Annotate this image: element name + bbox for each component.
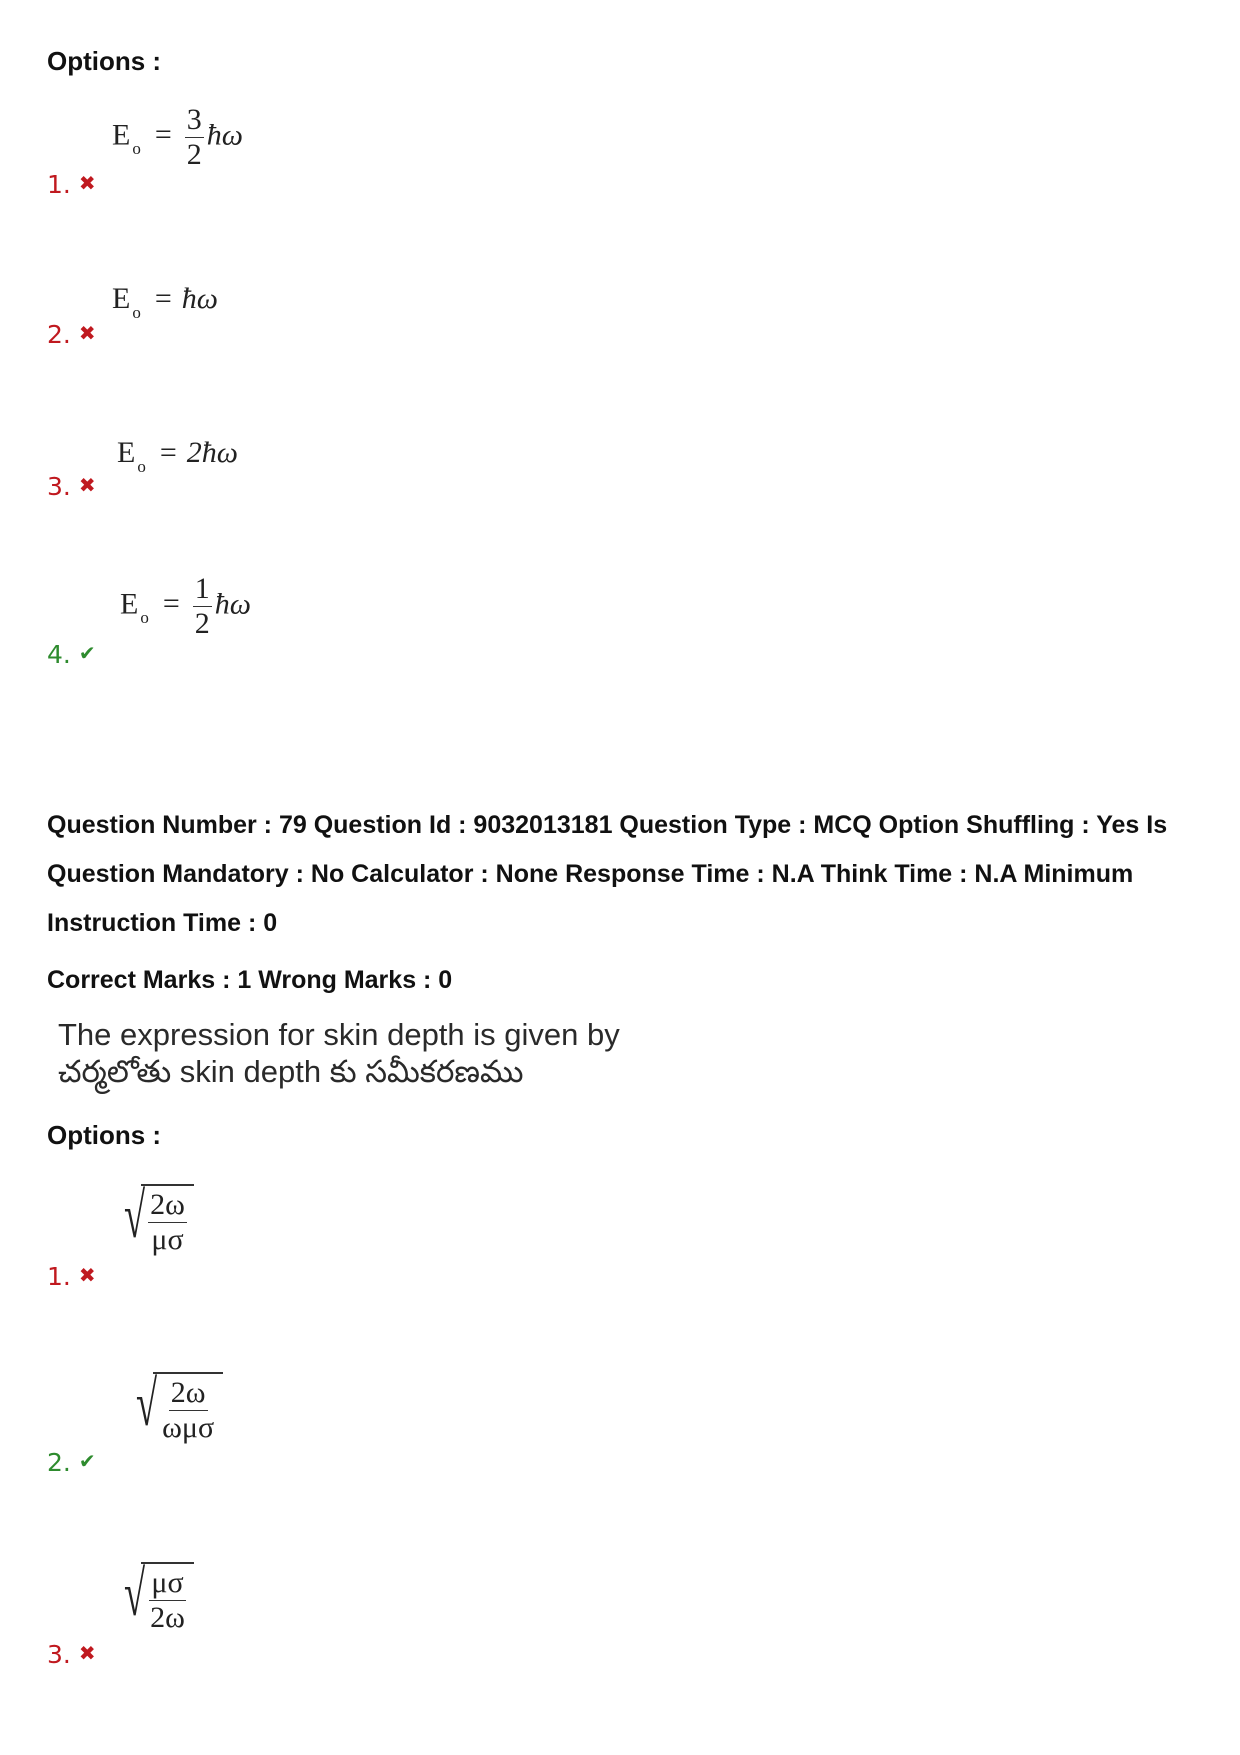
option-3-number: 3. ✖: [47, 472, 96, 501]
option-3-formula: E $_o$ = 2ħω: [117, 436, 238, 476]
option-4-number: 4. ✔: [47, 640, 96, 669]
wrong-icon: ✖: [78, 321, 96, 345]
question-marks: Correct Marks : 1 Wrong Marks : 0: [47, 966, 453, 994]
options-heading: Options :: [47, 46, 162, 76]
option-4-formula: E $_o$ = $\frac{1}{2}$ ħω: [120, 572, 251, 640]
option-2-number: 2. ✔: [47, 1448, 96, 1477]
question-meta-line-3: Instruction Time : 0: [47, 909, 278, 937]
wrong-icon: ✖: [78, 171, 96, 195]
question-stem-telugu: చర్మలోతు skin depth కు సమీకరణము: [58, 1054, 524, 1089]
check-icon: ✔: [78, 641, 96, 665]
question-stem-english: The expression for skin depth is given by: [58, 1017, 620, 1052]
option-2-formula: E $_o$ = ħω: [112, 282, 218, 322]
option-1-formula: √ $\frac{2\omega}{\mu\sigma}$: [110, 1184, 194, 1257]
question-stem: [58, 1016, 620, 1090]
wrong-icon: ✖: [78, 473, 96, 497]
option-2-formula: √ $\frac{2\omega}{\text{ωμσ}}$: [122, 1372, 223, 1445]
option-1-formula: E $_o$ = $\frac{3}{2}$ ħω: [112, 103, 243, 171]
question-meta-line-1: Question Number : 79 Question Id : 9032013181 Question Type : MCQ Option Shuffling : Yes Is: [47, 811, 1168, 839]
option-3-formula: √ $\frac{\mu\sigma}{2\omega}$: [110, 1562, 194, 1635]
check-icon: ✔: [78, 1449, 96, 1473]
option-1-number: 1. ✖: [47, 170, 96, 199]
option-1-number: 1. ✖: [47, 1262, 96, 1291]
option-3-number: 3. ✖: [47, 1640, 96, 1669]
question-meta-line-2: Question Mandatory : No Calculator : None Response Time : N.A Think Time : N.A Minimum: [47, 860, 1134, 888]
option-2-number: 2. ✖: [47, 320, 96, 349]
wrong-icon: ✖: [78, 1641, 96, 1665]
options-heading: Options :: [47, 1120, 162, 1150]
question-meta: [47, 801, 1227, 948]
wrong-icon: ✖: [78, 1263, 96, 1287]
